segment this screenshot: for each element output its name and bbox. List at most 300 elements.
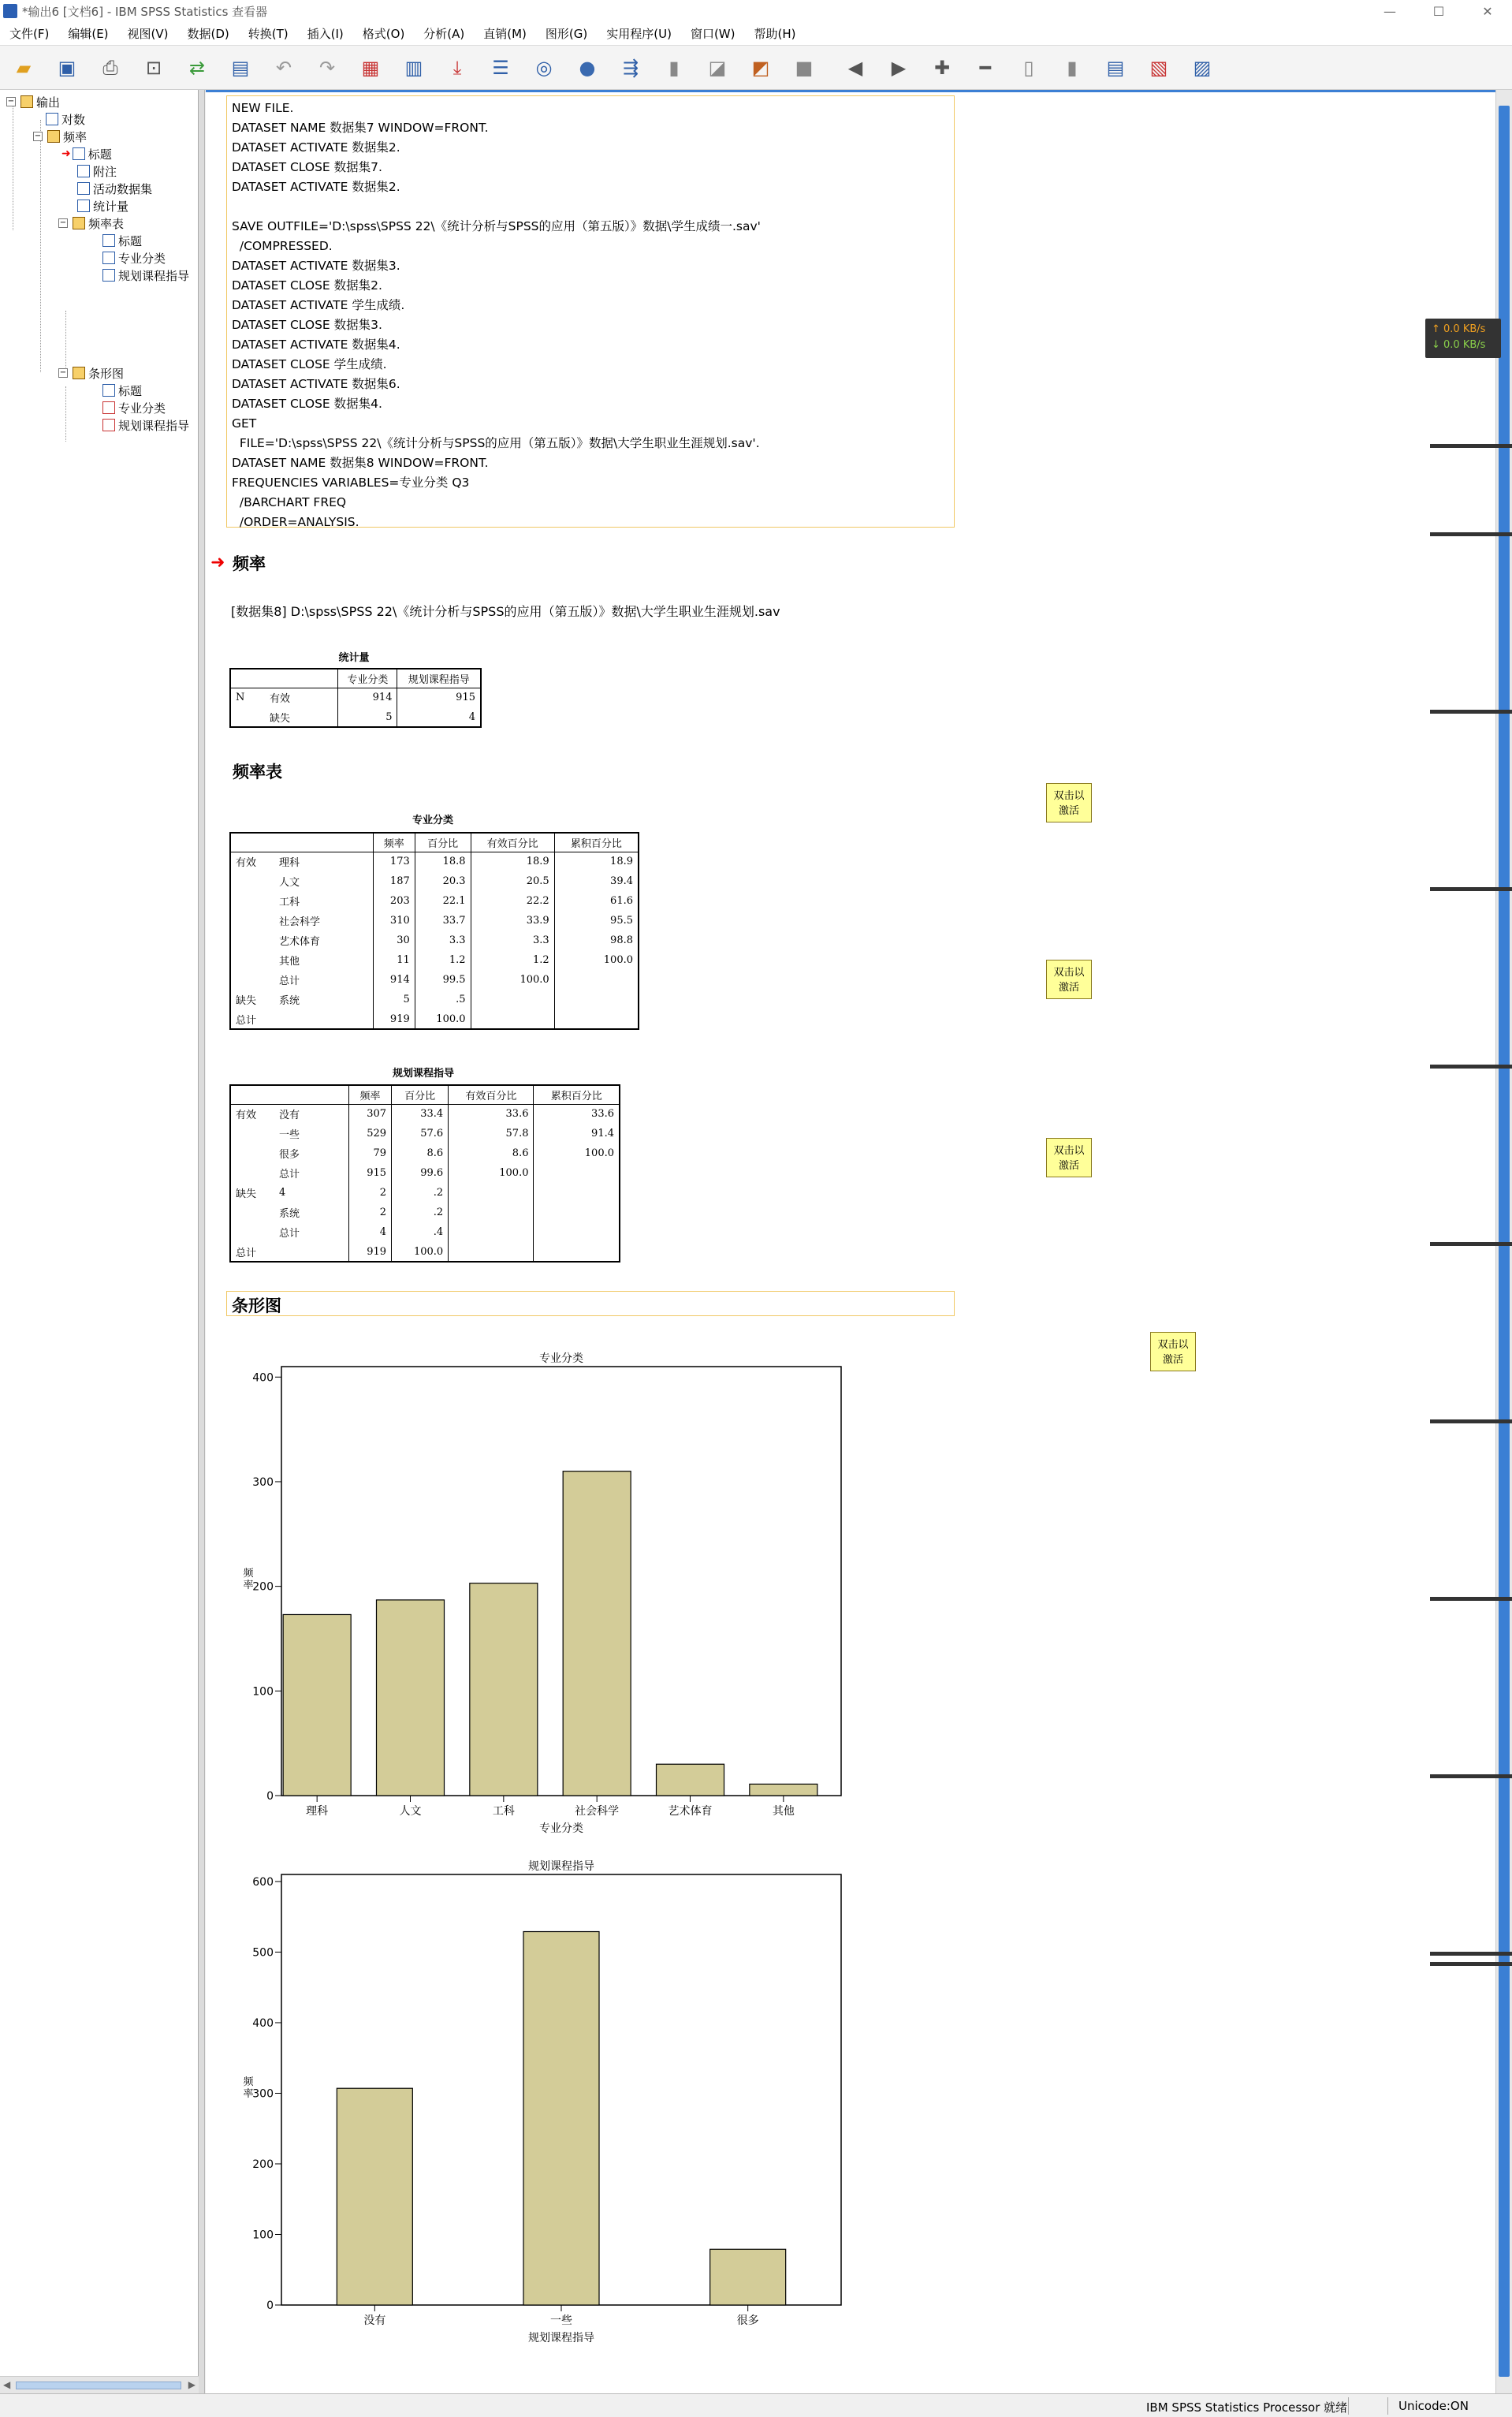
- major-bar-chart[interactable]: [225, 1330, 1060, 1838]
- table-cell: 57.6: [392, 1124, 449, 1143]
- x-tick-label: 工科: [492, 1805, 515, 1818]
- log-line: NEW FILE.: [232, 101, 294, 115]
- log-line: DATASET ACTIVATE 数据集2.: [232, 140, 400, 155]
- toolbar: [0, 46, 1512, 90]
- row-group-label: [230, 1143, 274, 1163]
- download-speed: ↓ 0.0 KB/s: [1432, 339, 1486, 351]
- insert-heading-icon[interactable]: ◪: [708, 56, 727, 79]
- menu-window[interactable]: 窗口(W): [690, 27, 736, 41]
- row-group-label: [230, 911, 274, 931]
- table-cell: 61.6: [554, 891, 639, 911]
- title-icon: [102, 384, 115, 397]
- table-cell: 4: [348, 1222, 391, 1242]
- table-cell: [534, 1203, 620, 1222]
- table-cell: [534, 1222, 620, 1242]
- table-cell: .5: [415, 990, 471, 1009]
- row-label: 总计: [279, 1169, 300, 1181]
- row-group-label: [230, 891, 274, 911]
- show-all-variables-icon[interactable]: ●: [579, 56, 596, 79]
- y-tick-label: 300: [252, 2087, 274, 2101]
- row-group-label: 有效: [236, 1110, 257, 1122]
- outline-item-bar-course[interactable]: 规划课程指导: [102, 416, 189, 434]
- x-tick-label: 很多: [736, 2314, 759, 2327]
- row-label: 工科: [279, 897, 300, 908]
- table-cell: 5: [373, 990, 415, 1009]
- hide-icon[interactable]: ▮: [1067, 56, 1078, 79]
- outline-item-bar-major[interactable]: 专业分类: [102, 399, 166, 416]
- row-label: 理科: [279, 857, 300, 870]
- table-cell: 100.0: [471, 970, 554, 990]
- run-script-icon[interactable]: ▧: [1149, 56, 1168, 79]
- current-output-arrow-icon: ➜: [210, 553, 225, 573]
- table-cell: 100.0: [449, 1163, 534, 1183]
- table-cell: 20.3: [415, 871, 471, 891]
- table-cell: 529: [348, 1124, 391, 1143]
- row-label: 其他: [279, 956, 300, 968]
- status-bar: [0, 2393, 1512, 2417]
- table-cell: .2: [392, 1203, 449, 1222]
- double-click-activate-note[interactable]: 双击以 激活: [1046, 1138, 1092, 1177]
- table-cell: .2: [392, 1183, 449, 1203]
- undo-icon[interactable]: ↶: [275, 56, 292, 79]
- table-cell: 100.0: [415, 1009, 471, 1029]
- table-row: [230, 1203, 620, 1222]
- y-tick-label: 600: [252, 1875, 274, 1889]
- outline-item-freq-course[interactable]: 规划课程指导: [102, 267, 189, 284]
- menu-format[interactable]: 格式(O): [362, 27, 405, 41]
- promote-icon[interactable]: ◀: [847, 56, 863, 79]
- table-row: [230, 1104, 620, 1124]
- insert-text-icon[interactable]: ■: [795, 56, 814, 79]
- outline-item-log[interactable]: 对数: [46, 110, 85, 128]
- outline-item-frequencies[interactable]: − 频率: [34, 129, 88, 144]
- save-icon[interactable]: ▣: [58, 56, 76, 79]
- export-icon[interactable]: ⇄: [188, 56, 206, 79]
- table-col-header: 有效百分比: [471, 833, 554, 852]
- window-title: *输出6 [文档6] - IBM SPSS Statistics 查看器: [22, 4, 268, 19]
- log-line: DATASET NAME 数据集7 WINDOW=FRONT.: [232, 121, 489, 135]
- table-row: [230, 1009, 639, 1029]
- stats-col-header: 规划课程指导: [397, 669, 481, 688]
- table-cell: 919: [373, 1009, 415, 1029]
- menu-data[interactable]: 数据(D): [187, 27, 229, 41]
- outline-horizontal-scrollbar[interactable]: [0, 2376, 199, 2393]
- outline-item-notes[interactable]: 附注: [77, 162, 117, 180]
- table-cell: 3.3: [415, 931, 471, 950]
- table-cell: [534, 1183, 620, 1203]
- table-row: [230, 1163, 620, 1183]
- table-cell: 310: [373, 911, 415, 931]
- close-button[interactable]: ✕: [1482, 3, 1493, 19]
- variables-icon[interactable]: ☰: [492, 56, 509, 79]
- stats-row-label: 有效: [270, 693, 291, 706]
- expand-icon[interactable]: ✚: [933, 56, 951, 79]
- table-cell: 22.1: [415, 891, 471, 911]
- y-axis-label: 频率: [243, 2076, 254, 2100]
- table-cell: [554, 970, 639, 990]
- table-cell: 99.6: [392, 1163, 449, 1183]
- row-group-label: 总计: [236, 1247, 257, 1259]
- row-label: 总计: [279, 1228, 300, 1240]
- row-label: 很多: [279, 1149, 300, 1161]
- bar: [563, 1471, 631, 1796]
- table-row: [230, 891, 639, 911]
- table-row: [230, 1183, 620, 1203]
- scroll-thumb[interactable]: [16, 2382, 181, 2389]
- script-icon[interactable]: ▨: [1193, 56, 1212, 79]
- outline-pane: [0, 90, 199, 2393]
- scroll-left-icon[interactable]: ◀: [3, 2379, 11, 2390]
- goto-variable-icon[interactable]: ⤓: [452, 56, 462, 79]
- table-col-header: 有效百分比: [449, 1085, 534, 1104]
- major-frequency-table[interactable]: [229, 832, 639, 1030]
- outline-item-output[interactable]: − 输出: [7, 95, 61, 110]
- table-cell: [554, 990, 639, 1009]
- table-cell: 99.5: [415, 970, 471, 990]
- course-frequency-table[interactable]: [229, 1084, 620, 1263]
- row-group-label: 有效: [236, 857, 257, 870]
- row-group-label: [230, 931, 274, 950]
- table-cell: 2: [348, 1203, 391, 1222]
- bar-chart-heading: 条形图: [232, 1296, 281, 1315]
- row-group-label: [230, 1163, 274, 1183]
- bar: [710, 2249, 786, 2305]
- frequency-table-heading[interactable]: 频率表: [233, 762, 282, 781]
- table-cell: 11: [373, 950, 415, 970]
- x-tick-label: 其他: [772, 1805, 795, 1818]
- table-cell: 2: [348, 1183, 391, 1203]
- table-cell: 915: [348, 1163, 391, 1183]
- table-cell: 33.6: [449, 1104, 534, 1124]
- frequencies-heading[interactable]: 频率: [233, 554, 266, 573]
- collapse-toggle-icon[interactable]: −: [59, 218, 67, 227]
- menu-direct-marketing[interactable]: 直销(M): [483, 27, 527, 41]
- frequency-table-book-icon: [73, 217, 85, 229]
- row-group-label: [230, 1124, 274, 1143]
- table-cell: 914: [373, 970, 415, 990]
- minimize-button[interactable]: —: [1384, 3, 1396, 19]
- table-cell: 1.2: [471, 950, 554, 970]
- outline-item-active-dataset[interactable]: 活动数据集: [77, 180, 152, 197]
- designate-window-icon[interactable]: ▮: [668, 56, 680, 79]
- menu-edit[interactable]: 编辑(E): [68, 27, 109, 41]
- menu-transform[interactable]: 转换(T): [248, 27, 289, 41]
- stats-cell: 5: [338, 707, 397, 727]
- goto-case-icon[interactable]: ▥: [404, 56, 423, 79]
- plot-area: [281, 1367, 841, 1796]
- log-line: DATASET NAME 数据集8 WINDOW=FRONT.: [232, 456, 489, 470]
- menu-utilities[interactable]: 实用程序(U): [606, 27, 672, 41]
- bar: [377, 1600, 445, 1796]
- table-icon: [102, 252, 115, 264]
- outline-item-statistics[interactable]: 统计量: [77, 197, 128, 214]
- table-cell: 39.4: [554, 871, 639, 891]
- table-cell: 91.4: [534, 1124, 620, 1143]
- double-click-activate-note[interactable]: 双击以 激活: [1046, 783, 1092, 822]
- log-line: DATASET CLOSE 数据集4.: [232, 397, 382, 411]
- processor-status: IBM SPSS Statistics Processor 就绪: [1146, 2400, 1348, 2415]
- y-tick-label: 100: [252, 1685, 274, 1699]
- table-cell: 3.3: [471, 931, 554, 950]
- table-col-header: 百分比: [392, 1085, 449, 1104]
- upload-speed: ↑ 0.0 KB/s: [1432, 323, 1486, 335]
- table-col-header: 频率: [348, 1085, 391, 1104]
- table-cell: [534, 1242, 620, 1262]
- log-line: DATASET CLOSE 数据集7.: [232, 160, 382, 174]
- menu-bar: [0, 22, 1512, 46]
- title-icon: [73, 147, 85, 160]
- major-table-caption: 专业分类: [412, 815, 453, 826]
- y-tick-label: 500: [252, 1946, 274, 1960]
- table-cell: [449, 1203, 534, 1222]
- bar: [470, 1583, 538, 1796]
- y-tick-label: 400: [252, 1371, 274, 1385]
- log-line: DATASET ACTIVATE 数据集3.: [232, 259, 400, 273]
- table-cell: 100.0: [554, 950, 639, 970]
- spelling-icon[interactable]: ⇶: [622, 56, 639, 79]
- chart-icon: [102, 401, 115, 414]
- table-cell: 18.9: [554, 852, 639, 871]
- scroll-right-icon[interactable]: ▶: [188, 2379, 196, 2390]
- table-cell: 173: [373, 852, 415, 871]
- stats-cell: 914: [338, 688, 397, 707]
- menu-file[interactable]: 文件(F): [9, 27, 50, 41]
- table-row: [230, 1124, 620, 1143]
- x-axis-label: 规划课程指导: [528, 2332, 594, 2344]
- table-row: [230, 1143, 620, 1163]
- table-cell: 33.4: [392, 1104, 449, 1124]
- menu-analyze[interactable]: 分析(A): [423, 27, 465, 41]
- table-cell: 8.6: [392, 1143, 449, 1163]
- table-row: [230, 990, 639, 1009]
- statistics-table-icon: [77, 200, 90, 212]
- table-cell: 20.5: [471, 871, 554, 891]
- collapse-icon[interactable]: ━: [979, 56, 992, 79]
- table-cell: 187: [373, 871, 415, 891]
- syntax-log[interactable]: [226, 95, 955, 528]
- table-cell: [554, 1009, 639, 1029]
- y-tick-label: 300: [252, 1475, 274, 1489]
- chart-title: 规划课程指导: [528, 1860, 594, 1873]
- row-label: 一些: [279, 1129, 300, 1141]
- log-icon: [46, 113, 58, 125]
- table-row: [230, 1242, 620, 1262]
- network-speed-widget: [1425, 319, 1501, 358]
- table-cell: 100.0: [392, 1242, 449, 1262]
- table-cell: 100.0: [534, 1143, 620, 1163]
- table-cell: 33.9: [471, 911, 554, 931]
- table-cell: 30: [373, 931, 415, 950]
- table-col-header: 累积百分比: [554, 833, 639, 852]
- y-axis-label: 频率: [243, 1568, 254, 1591]
- outline-item-freq-major[interactable]: 专业分类: [102, 249, 166, 267]
- menu-graphs[interactable]: 图形(G): [545, 27, 588, 41]
- redo-icon[interactable]: ↷: [318, 56, 336, 79]
- row-label: [274, 1009, 373, 1029]
- bar-chart-title-box[interactable]: [226, 1291, 955, 1316]
- row-label: 社会科学: [279, 916, 321, 928]
- course-bar-chart-svg: [225, 1856, 1060, 2368]
- open-folder-icon[interactable]: ▰: [16, 56, 32, 79]
- table-cell: 98.8: [554, 931, 639, 950]
- row-label: 人文: [279, 877, 300, 889]
- active-dataset-icon: [77, 182, 90, 195]
- row-group-label: [230, 1203, 274, 1222]
- x-tick-label: 一些: [550, 2314, 572, 2327]
- row-group-label: [230, 950, 274, 970]
- row-label: 艺术体育: [279, 936, 321, 948]
- table-icon: [102, 269, 115, 282]
- collapse-toggle-icon[interactable]: −: [59, 368, 67, 377]
- x-tick-label: 人文: [399, 1805, 422, 1818]
- log-line: /ORDER=ANALYSIS.: [232, 515, 359, 529]
- row-group-label: [230, 1222, 274, 1242]
- table-cell: 33.6: [534, 1104, 620, 1124]
- bar: [657, 1764, 724, 1796]
- create-edit-autoscript-icon[interactable]: ▤: [1106, 56, 1125, 79]
- active-dataset-line[interactable]: [数据集8] D:\spss\SPSS 22\《统计分析与SPSS的应用（第五版）》数据\大学生职业生涯规划.sav: [231, 604, 780, 619]
- table-cell: 95.5: [554, 911, 639, 931]
- statistics-table[interactable]: [229, 668, 482, 728]
- table-cell: 1.2: [415, 950, 471, 970]
- outline-item-frequency-table[interactable]: − 频率表: [59, 216, 125, 231]
- stats-row-label: 缺失: [270, 712, 291, 725]
- table-row: [230, 911, 639, 931]
- spss-app-icon: [3, 4, 17, 18]
- course-bar-chart[interactable]: [225, 1856, 1060, 2371]
- y-tick-label: 200: [252, 1580, 274, 1594]
- menu-insert[interactable]: 插入(I): [307, 27, 344, 41]
- stats-table-caption: 统计量: [338, 652, 370, 664]
- notes-icon: [77, 165, 90, 177]
- table-cell: [471, 1009, 554, 1029]
- x-tick-label: 没有: [363, 2314, 386, 2327]
- bar: [337, 2088, 412, 2305]
- table-cell: 18.9: [471, 852, 554, 871]
- pane-splitter[interactable]: [199, 90, 205, 2393]
- table-cell: 22.2: [471, 891, 554, 911]
- row-group-label: [230, 871, 274, 891]
- x-axis-label: 专业分类: [539, 1822, 583, 1835]
- row-group-label: 总计: [236, 1014, 257, 1027]
- current-item-arrow-icon: ➜: [61, 147, 71, 160]
- table-col-header: 累积百分比: [534, 1085, 620, 1104]
- y-tick-label: 0: [266, 1790, 274, 1803]
- table-row: [230, 1222, 620, 1242]
- row-group-label: [230, 970, 274, 990]
- print-icon[interactable]: ⎙: [102, 56, 118, 79]
- x-tick-label: 艺术体育: [668, 1805, 713, 1818]
- row-label: 系统: [279, 1208, 300, 1220]
- log-line: /COMPRESSED.: [232, 239, 333, 253]
- stats-col-header: 专业分类: [338, 669, 397, 688]
- log-line: SAVE OUTFILE='D:\spss\SPSS 22\《统计分析与SPSS的应用（第五版）》数据\学生成绩一.sav': [232, 219, 761, 233]
- x-tick-label: 社会科学: [575, 1805, 620, 1818]
- log-line: DATASET ACTIVATE 数据集4.: [232, 338, 400, 352]
- bar: [750, 1784, 817, 1796]
- table-cell: 57.8: [449, 1124, 534, 1143]
- maximize-button[interactable]: ☐: [1432, 3, 1445, 19]
- table-cell: [471, 990, 554, 1009]
- log-line: GET: [232, 416, 257, 431]
- stats-row-group: N: [236, 692, 245, 704]
- table-row: [230, 852, 639, 871]
- content-pane: [206, 90, 1495, 2393]
- row-label: 4: [279, 1187, 286, 1199]
- table-row: [230, 931, 639, 950]
- output-book-icon: [20, 95, 33, 108]
- table-cell: [534, 1163, 620, 1183]
- y-tick-label: 400: [252, 2016, 274, 2030]
- table-cell: [449, 1222, 534, 1242]
- goto-data-icon[interactable]: ▦: [361, 56, 380, 79]
- menu-view[interactable]: 视图(V): [127, 27, 169, 41]
- log-line: /BARCHART FREQ: [232, 495, 347, 509]
- row-label: 系统: [279, 995, 300, 1007]
- log-line: [232, 197, 949, 217]
- row-group-label: 缺失: [236, 995, 257, 1007]
- table-cell: 919: [348, 1242, 391, 1262]
- outline-item-bar-title[interactable]: 标题: [102, 382, 142, 399]
- table-col-header: 频率: [373, 833, 415, 852]
- table-cell: 79: [348, 1143, 391, 1163]
- double-click-activate-note[interactable]: 双击以 激活: [1046, 960, 1092, 999]
- log-line: DATASET CLOSE 学生成绩.: [232, 357, 387, 371]
- bar: [523, 1932, 599, 2305]
- major-bar-chart-svg: [225, 1330, 1060, 1835]
- chart-icon: [102, 419, 115, 431]
- unicode-status: Unicode:ON: [1398, 2399, 1469, 2413]
- title-bar: [0, 0, 1512, 22]
- insert-title-icon[interactable]: ◩: [751, 56, 770, 79]
- menu-help[interactable]: 帮助(H): [754, 27, 796, 41]
- log-line: DATASET ACTIVATE 数据集2.: [232, 180, 400, 194]
- show-icon[interactable]: ▯: [1023, 56, 1034, 79]
- title-icon: [102, 234, 115, 247]
- table-cell: 18.8: [415, 852, 471, 871]
- log-line: DATASET CLOSE 数据集3.: [232, 318, 382, 332]
- table-cell: [449, 1183, 534, 1203]
- log-line: FREQUENCIES VARIABLES=专业分类 Q3: [232, 476, 470, 490]
- use-sets-icon[interactable]: ◎: [535, 56, 553, 79]
- chart-title: 专业分类: [539, 1352, 583, 1365]
- collapse-toggle-icon[interactable]: −: [34, 132, 42, 140]
- bar: [283, 1614, 351, 1796]
- y-tick-label: 0: [266, 2300, 274, 2312]
- table-col-header: 百分比: [415, 833, 471, 852]
- outline-item-title[interactable]: ➜ 标题: [61, 147, 112, 162]
- table-cell: 307: [348, 1104, 391, 1124]
- collapse-toggle-icon[interactable]: −: [7, 97, 15, 106]
- double-click-activate-note[interactable]: 双击以 激活: [1150, 1332, 1196, 1371]
- table-row: [230, 970, 639, 990]
- course-table-caption: 规划课程指导: [392, 1068, 454, 1080]
- row-group-label: 缺失: [236, 1188, 257, 1200]
- row-label: [274, 1242, 348, 1262]
- print-preview-icon[interactable]: ⊡: [145, 56, 162, 79]
- row-label: 没有: [279, 1110, 300, 1122]
- recall-dialog-icon[interactable]: ▤: [231, 56, 250, 79]
- table-cell: 8.6: [449, 1143, 534, 1163]
- outline-item-freq-title[interactable]: 标题: [102, 232, 142, 249]
- x-tick-label: 理科: [306, 1805, 329, 1818]
- demote-icon[interactable]: ▶: [891, 56, 907, 79]
- y-tick-label: 200: [252, 2158, 274, 2171]
- table-row: [230, 950, 639, 970]
- log-line: DATASET CLOSE 数据集2.: [232, 278, 382, 293]
- table-row: [230, 871, 639, 891]
- outline-item-bar-chart[interactable]: − 条形图: [59, 366, 125, 381]
